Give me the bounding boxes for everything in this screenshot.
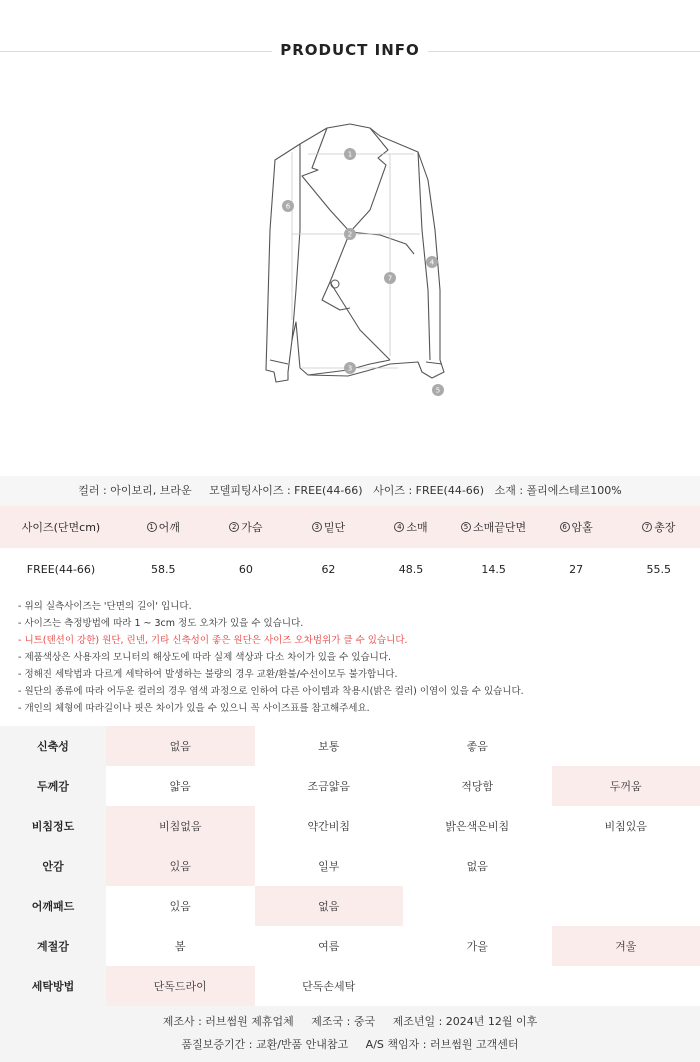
header-cuff xyxy=(452,506,535,548)
header-num: 1 xyxy=(147,522,157,532)
fabric-option: 두꺼움 xyxy=(552,766,700,806)
fabric-label: 두께감 xyxy=(0,766,106,806)
fabric-option: 적당함 xyxy=(461,780,494,793)
fabric-option xyxy=(552,886,700,926)
size-cell: 48.5 xyxy=(398,562,424,576)
fabric-option: 약간비침 xyxy=(307,820,350,833)
fabric-option: 단독손세탁 xyxy=(302,980,356,993)
note-line: - 개인의 체형에 따라길이나 핏은 차이가 있을 수 있으니 꼭 사이즈표를 참고해주세요. xyxy=(18,703,370,714)
marker-6-label: 6 xyxy=(285,202,291,211)
fabric-label: 안감 xyxy=(0,846,106,886)
size-cell: 58.5 xyxy=(151,562,176,576)
header-label: 총장 xyxy=(654,521,676,534)
fabric-option xyxy=(552,726,700,766)
size-table-row xyxy=(0,548,700,590)
header-label: 밑단 xyxy=(323,521,346,534)
fabric-option: 여름 xyxy=(318,940,340,953)
fabric-option: 봄 xyxy=(174,940,186,953)
divider-left xyxy=(0,51,272,52)
spec-material: 소재 : 폴리에스테르100% xyxy=(494,484,622,497)
header-sleeve xyxy=(370,506,453,548)
size-table-header xyxy=(0,506,700,548)
fabric-option: 겨울 xyxy=(552,926,700,966)
header-num: 2 xyxy=(229,522,239,532)
size-notes xyxy=(18,598,688,717)
header-num: 3 xyxy=(312,522,322,532)
header-label: 소매 xyxy=(406,521,428,534)
marker-7-label: 7 xyxy=(387,274,393,283)
size-cell: FREE(44-66) xyxy=(26,562,96,576)
footer-warranty-line: 품질보증기간 : 교환/반품 안내참고 A/S 책임자 : 러브썸원 고객센터 xyxy=(181,1038,519,1051)
fabric-option: 가을 xyxy=(466,940,488,953)
fabric-option: 좋음 xyxy=(466,740,488,753)
fabric-option: 비침없음 xyxy=(106,806,255,846)
fabric-option xyxy=(552,846,700,886)
fabric-row-thickness xyxy=(0,766,700,806)
header-size xyxy=(0,506,122,548)
fabric-option xyxy=(403,966,552,1006)
size-cell: 27 xyxy=(569,562,584,576)
fabric-option: 얇음 xyxy=(169,780,191,793)
header-num: 7 xyxy=(642,522,652,532)
fabric-label: 세탁방법 xyxy=(0,966,106,1006)
fabric-option: 비침있음 xyxy=(604,820,647,833)
fabric-option: 밝은색은비침 xyxy=(445,820,510,833)
header-shoulder xyxy=(122,506,205,548)
fabric-option: 보통 xyxy=(318,740,340,753)
note-line: - 정해진 세탁법과 다르게 세탁하여 발생하는 불량의 경우 교환/환불/수선이모두 불가합니다. xyxy=(18,669,398,680)
fabric-option: 단독드라이 xyxy=(106,966,255,1006)
fabric-option xyxy=(403,886,552,926)
header-hem xyxy=(287,506,370,548)
header-armhole xyxy=(535,506,618,548)
size-table xyxy=(0,506,700,590)
fabric-option: 있음 xyxy=(169,900,191,913)
manufacturer-footer xyxy=(0,1006,700,1062)
footer-manufacturer-line: 제조사 : 러브썸원 제휴업체 제조국 : 중국 제조년일 : 2024년 12월 이후 xyxy=(162,1015,538,1028)
size-cell: 55.5 xyxy=(646,562,671,576)
header-length xyxy=(617,506,700,548)
marker-5-label: 5 xyxy=(435,386,441,395)
marker-2-label: 2 xyxy=(347,230,353,239)
fabric-row-sheerness xyxy=(0,806,700,846)
header-num: 4 xyxy=(394,522,404,532)
header-chest xyxy=(205,506,288,548)
fabric-option: 일부 xyxy=(318,860,340,873)
section-title: PRODUCT INFO xyxy=(280,41,420,59)
spec-model-size: 모델피팅사이즈 : FREE(44-66) xyxy=(209,484,363,497)
marker-4-label: 4 xyxy=(429,258,435,267)
size-cell: 60 xyxy=(238,562,253,576)
fabric-option: 없음 xyxy=(466,860,488,873)
fabric-label: 계절감 xyxy=(0,926,106,966)
fabric-option: 없음 xyxy=(255,886,404,926)
product-spec-line xyxy=(0,476,700,506)
fabric-row-lining xyxy=(0,846,700,886)
note-line-highlight: - 니트(텐션이 강한) 원단, 린넨, 기타 신축성이 좋은 원단은 사이즈 오차범위가 클 수 있습니다. xyxy=(18,635,408,646)
header-label: 가슴 xyxy=(241,521,263,534)
fabric-info-table xyxy=(0,726,700,1006)
product-info-header xyxy=(0,0,700,106)
size-cell: 14.5 xyxy=(481,562,506,576)
fabric-row-season xyxy=(0,926,700,966)
note-line: - 사이즈는 측정방법에 따라 1 ~ 3cm 정도 오차가 있을 수 있습니다. xyxy=(18,618,304,629)
header-label: 사이즈(단면cm) xyxy=(21,521,101,534)
note-line: - 제품색상은 사용자의 모니터의 해상도에 따라 실제 색상과 다소 차이가 있을 수 있습니다. xyxy=(18,652,392,663)
spec-color: 컬러 : 아이보리, 브라운 xyxy=(78,484,192,497)
size-cell: 62 xyxy=(321,562,336,576)
fabric-row-stretch xyxy=(0,726,700,766)
note-line: - 위의 실측사이즈는 '단면의 길이' 입니다. xyxy=(18,601,192,612)
fabric-option: 조금얇음 xyxy=(307,780,350,793)
header-num: 5 xyxy=(461,522,471,532)
fabric-label: 비침정도 xyxy=(0,806,106,846)
fabric-option: 없음 xyxy=(106,726,255,766)
fabric-option: 있음 xyxy=(106,846,255,886)
fabric-row-washing xyxy=(0,966,700,1006)
marker-1-label: 1 xyxy=(347,150,353,159)
header-num: 6 xyxy=(560,522,570,532)
header-label: 어깨 xyxy=(158,521,180,534)
divider-right xyxy=(428,51,700,52)
note-line: - 원단의 종류에 따라 어두운 컬러의 경우 염색 과정으로 인하여 다른 아이템과 착용시(밝은 컬러) 이염이 있을 수 있습니다. xyxy=(18,686,524,697)
marker-3-label: 3 xyxy=(347,364,353,373)
fabric-label: 어깨패드 xyxy=(0,886,106,926)
fabric-row-shoulder-pad xyxy=(0,886,700,926)
header-label: 암홀 xyxy=(571,521,593,534)
spec-size: 사이즈 : FREE(44-66) xyxy=(373,484,485,497)
fabric-option xyxy=(552,966,700,1006)
jacket-measurement-illustration xyxy=(230,110,470,420)
header-label: 소매끝단면 xyxy=(473,521,527,534)
fabric-label: 신축성 xyxy=(0,726,106,766)
